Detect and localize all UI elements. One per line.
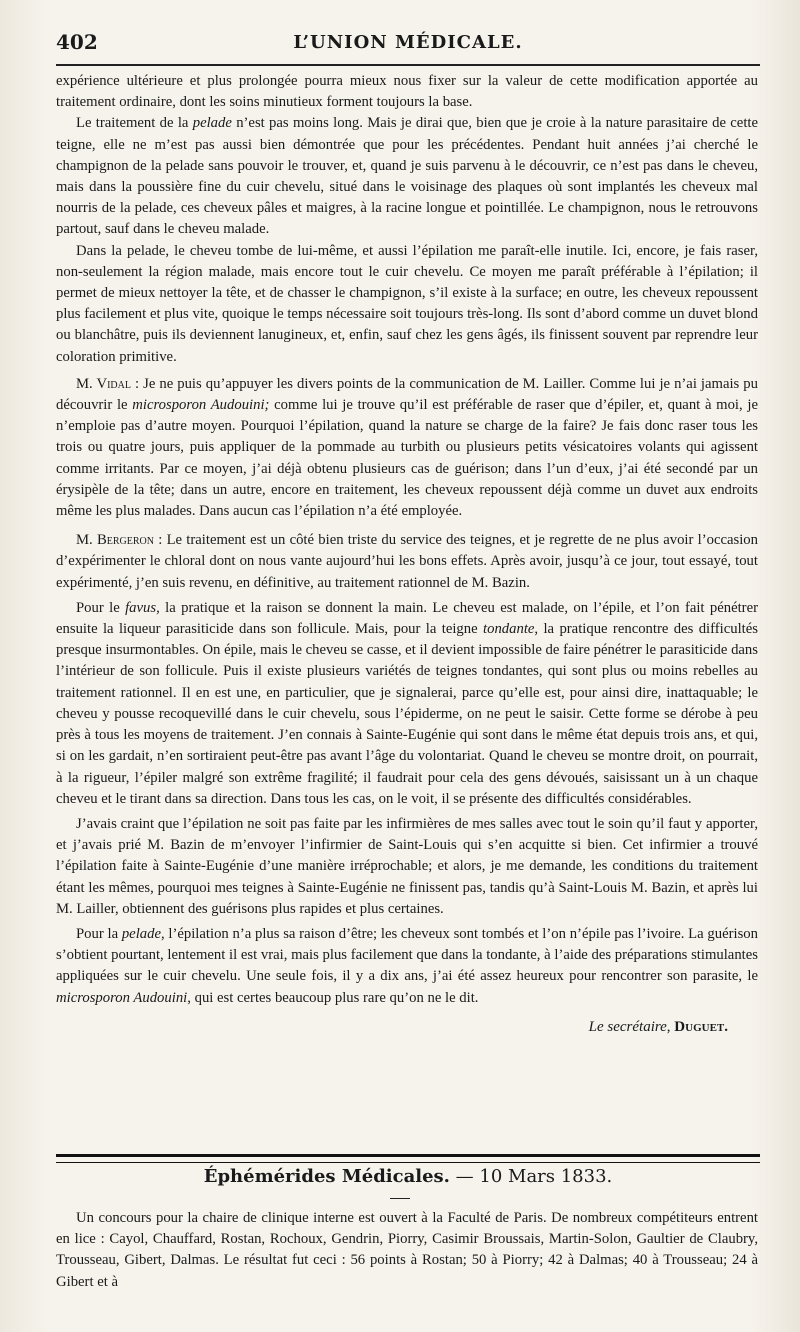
p6-italic-2: tondante <box>483 621 535 638</box>
signature-name: Duguet. <box>674 1018 728 1035</box>
p6-italic-1: favus <box>125 599 157 616</box>
p2-text-a: Le traitement de la <box>76 115 193 132</box>
paragraph-bergeron <box>56 530 758 594</box>
p6-text-b: , la pratique et la raison se donnent la main. Le cheveu est malade, on l’épile, et l’on fait pénétrer ensuite la liqueur parasiticide dans son follicule. Mais, pour la teigne <box>56 599 758 638</box>
ephemerides-title-date: — 10 Mars 1833. <box>449 1166 613 1187</box>
p4-italic: microsporon Audouini; <box>132 397 270 414</box>
paragraph-pelade <box>56 924 758 1009</box>
paragraph-2 <box>56 113 758 240</box>
ephemerides-title <box>56 1166 760 1187</box>
ephemerides-title-main: Éphémérides Médicales. <box>203 1166 450 1187</box>
ephemerides-body <box>56 1208 758 1293</box>
p8-text-c: , qui est certes beaucoup plus rare qu’on ne le dit. <box>187 989 479 1006</box>
p8-text-a: Pour la <box>76 925 122 942</box>
p8-text-b: , l’épilation n’a plus sa raison d’être; les cheveux sont tombés et l’on n’épile pas l’ivoire. La guérison s’obtient pourtant, lentement il est vrai, mais plus facilement que dans la tondante, à l’aide des préparations stimulantes appliquées sur le cuir chevelu. Une seule fois, il y a dix ans, j’ai été assez heureux pour rencontrer son parasite, le <box>56 925 758 985</box>
p2-italic: pelade <box>192 115 232 132</box>
p4-text-a: : Je ne puis qu’appuyer les divers points de la communication de M. Lailler. Comme lui je n’ai jamais pu découvrir le <box>56 375 758 414</box>
section-divider <box>56 1154 760 1163</box>
p8-italic-2: microsporon Audouini <box>56 989 188 1006</box>
p6-text-c: , la pratique rencontre des difficultés presque insurmontables. On épile, mais le cheveu se casse, et il devient impossible de faire pénétrer le parasiticide dans l’intérieur de son follicule. Puis il existe plusieurs variétés de teignes tondantes, qui sont plus ou moins rebelles au traitement rationnel. Il en est une, en particulier, que je signalerai, parce qu’elle est, pour ainsi dire, inattaquable; le cheveu y pousse recoquevillé dans le cuir chevelu, sous l’épiderme, on ne peut le saisir. Cette forme se dérobe à peu près à tous les moyens de traitement. J’en connais à Sainte-Eugénie qui sont dans le même état depuis trois ans, et qui, si on les gardait, n’en sortiraient peut-être pas avant l’âge du volontariat. Quand le cheveu se montre droit, on pourrait, à la rigueur, l’épiler malgré son extrême fragilité; il faudrait pour cela des gens dévoués, saisissant un à un chaque cheveu et le tirant dans sa direction. Dans tous les cas, on le voit, il se présente des difficultés considérables. <box>56 621 758 807</box>
paragraph-favus <box>56 598 758 810</box>
running-head <box>56 30 760 56</box>
article-body <box>56 71 758 1038</box>
speaker-vidal: M. Vidal <box>76 375 131 392</box>
p4-text-b: comme lui je trouve qu’il est préférable de raser que d’épiler, et, quant à moi, je n’emploie pas d’autre moyen. Pourquoi l’épilation, quand la nature se charge de la faire? Je fais donc raser tous les trois ou quatre jours, puis appliquer de la pommade au turbith ou plusieurs petits vésicatoires volants qui agissent comme irritants. Par ce moyen, j’ai déjà obtenu plusieurs cas de guérison; dans l’un d’eux, j’ai été secondé par un érysipèle de la tête; dans un autre, encore en traitement, les cheveux repoussent déjà comme un duvet aux endroits même les plus malades. Dans aucun cas l’épilation n’a été employée. <box>56 397 758 520</box>
ephemerides-paragraph: Un concours pour la chaire de clinique interne est ouvert à la Faculté de Paris. De nombreux compétiteurs entrent en lice : Cayol, Chauffard, Rostan, Rochoux, Gendrin, Piorry, Casimir Broussais, Martin-Solon, Gaultier de Claubry, Trousseau, Gibert, Dalmas. Le résultat fut ceci : 56 points à Rostan; 50 à Piorry; 42 à Dalmas; 40 à Trousseau; 24 à Gibert et à <box>56 1210 758 1290</box>
paragraph-1: expérience ultérieure et plus prolongée pourra mieux nous fixer sur la valeur de cette modification apportée au traitement ordinaire, dont les soins minutieux forment toujours la base. <box>56 73 758 111</box>
p5-text: : Le traitement est un côté bien triste du service des teignes, et je regrette de ne plus avoir l’occasion d’expérimenter le chloral dont on nous vante aujourd’hui les bons effets. Après avoir, jusqu’à ce jour, tout essayé, tout expérimenté, j’en suis revenu, en définitive, au traitement rationnel de M. Bazin. <box>56 532 758 591</box>
speaker-bergeron: M. Bergeron <box>76 532 154 549</box>
paragraph-vidal <box>56 374 758 522</box>
p8-italic-1: pelade <box>121 925 161 942</box>
header-rule <box>56 64 760 66</box>
running-title: L’UNION MÉDICALE. <box>293 32 523 53</box>
paragraph-3: Dans la pelade, le cheveu tombe de lui-même, et aussi l’épilation me paraît-elle inutile. Ici, encore, je fais raser, non-seulement la région malade, mais encore tout le cuir chevelu. Ce moyen me paraît préférable à l’épilation; il permet de mieux nettoyer la tête, et de chasser le champignon, s’il existe à la surface; en outre, les cheveux repoussent plus facilement et plus vite, quoique le temps nécessaire soit toujours très-long. Ils sont d’abord comme un duvet blond ou blanchâtre, puis ils deviennent lanugineux, et, enfin, sauf chez les gens âgés, ils finissent souvent par reprendre leur coloration primitive. <box>56 242 758 365</box>
signature-label: Le secrétaire <box>588 1018 667 1035</box>
short-dash-rule <box>390 1198 410 1199</box>
p6-text-a: Pour le <box>76 599 126 616</box>
signature: Le secrétaire, Duguet. <box>588 1018 728 1035</box>
page-number: 402 <box>56 30 98 54</box>
paragraph-epilation: J’avais craint que l’épilation ne soit pas faite par les infirmières de mes salles avec tout le soin qu’il faut y apporter, et j’avais prié M. Bazin de m’envoyer l’infirmier de Saint-Louis qui s’en acquitte si bien. Cet infirmier a trouvé l’épilation faite à Sainte-Eugénie d’une manière irréprochable; et alors, je me demande, les conditions du traitement étant les mêmes, pourquoi mes teignes à Sainte-Eugénie ne finissent pas, tandis qu’à Saint-Louis M. Bazin, et après lui M. Lailler, obtiennent des guérisons plus rapides et plus certaines. <box>56 815 758 917</box>
p2-text-b: n’est pas moins long. Mais je dirai que, bien que je croie à la nature parasitaire de cette teigne, elle ne m’est pas aussi bien démontrée que pour les précédentes. Pendant huit années j’ai cherché le champignon de la pelade sans pouvoir le trouver, et, quand je suis parvenu à le découvrir, ce n’est pas dans le cheveu, mais dans la poussière fine du cuir chevelu, situé dans le voisinage des plaques où sont implantés les cheveux mal nourris de la pelade, ces cheveux pâles et maigres, à la racine longue et pointillée. Le champignon, nous le retrouvons partout, sauf dans le cheveu malade. <box>56 115 759 238</box>
